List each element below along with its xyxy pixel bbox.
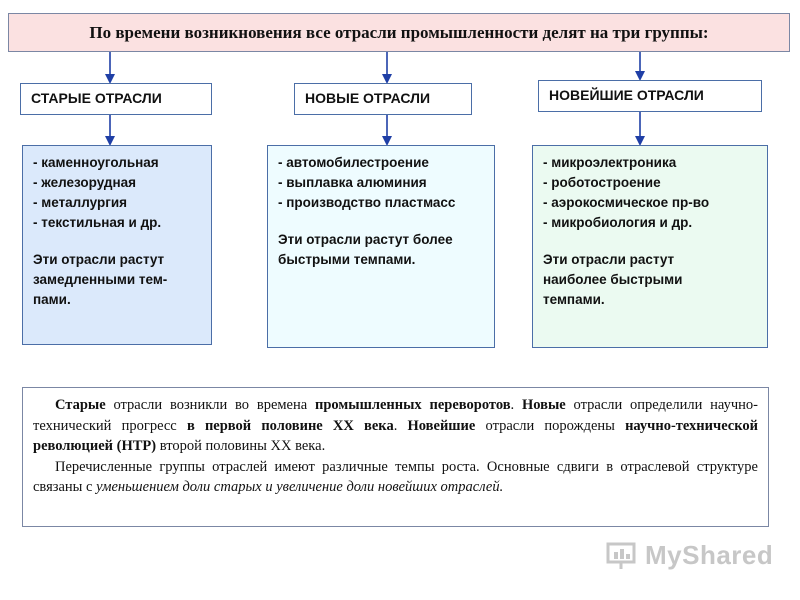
summary-line: быстрыми темпами. [278, 252, 416, 267]
summary-line: наиболее быстрыми [543, 272, 683, 287]
header-old-industries: СТАРЫЕ ОТРАСЛИ [20, 83, 212, 115]
list-item: - железорудная [33, 175, 137, 190]
header-new-industries: НОВЫЕ ОТРАСЛИ [294, 83, 472, 115]
summary-line: замедленными тем- [33, 272, 168, 287]
list-item: - микроэлектроника [543, 155, 677, 170]
summary-line: Эти отрасли растут [543, 252, 675, 267]
note-paragraph-2: Перечисленные группы отраслей имеют различные темпы роста. Основные сдвиги в отраслевой структуре связаны с уменьшением доли старых и увеличение доли новейших отраслей. [33, 458, 758, 495]
summary-line: темпами. [543, 292, 605, 307]
list-item: - выплавка алюминия [278, 175, 427, 190]
myshared-logo [606, 537, 773, 573]
list-item: - металлургия [33, 195, 128, 210]
list-item: - каменноугольная [33, 155, 159, 170]
old-industries-box [22, 145, 212, 345]
summary-line: Эти отрасли растут [33, 252, 165, 267]
presentation-icon [606, 540, 640, 570]
list-item: - текстильная и др. [33, 215, 162, 230]
header-newest-industries: НОВЕЙШИЕ ОТРАСЛИ [538, 80, 762, 112]
list-item: - автомобилестроение [278, 155, 429, 170]
newest-industries-box [532, 145, 768, 348]
summary-line: Эти отрасли растут более [278, 232, 453, 247]
logo-text: MyShared [645, 539, 774, 570]
list-item: - микробиология и др. [543, 215, 693, 230]
summary-line: пами. [33, 292, 71, 307]
list-item: - производство пластмасс [278, 195, 456, 210]
list-item: - роботостроение [543, 175, 661, 190]
note-paragraph-1: Старые отрасли возникли во времена промышленных переворотов. Новые отрасли определили научно-технический прогресс в первой половине XX века. Новейшие отрасли порождены научно-технической революцией (НТР) второй половины XX века. [33, 397, 759, 454]
list-item: - аэрокосмическое пр-во [543, 195, 710, 210]
new-industries-box [267, 145, 495, 348]
explanation-note [22, 387, 769, 527]
diagram-title: По времени возникновения все отрасли промышленности делят на три группы: [8, 13, 790, 52]
